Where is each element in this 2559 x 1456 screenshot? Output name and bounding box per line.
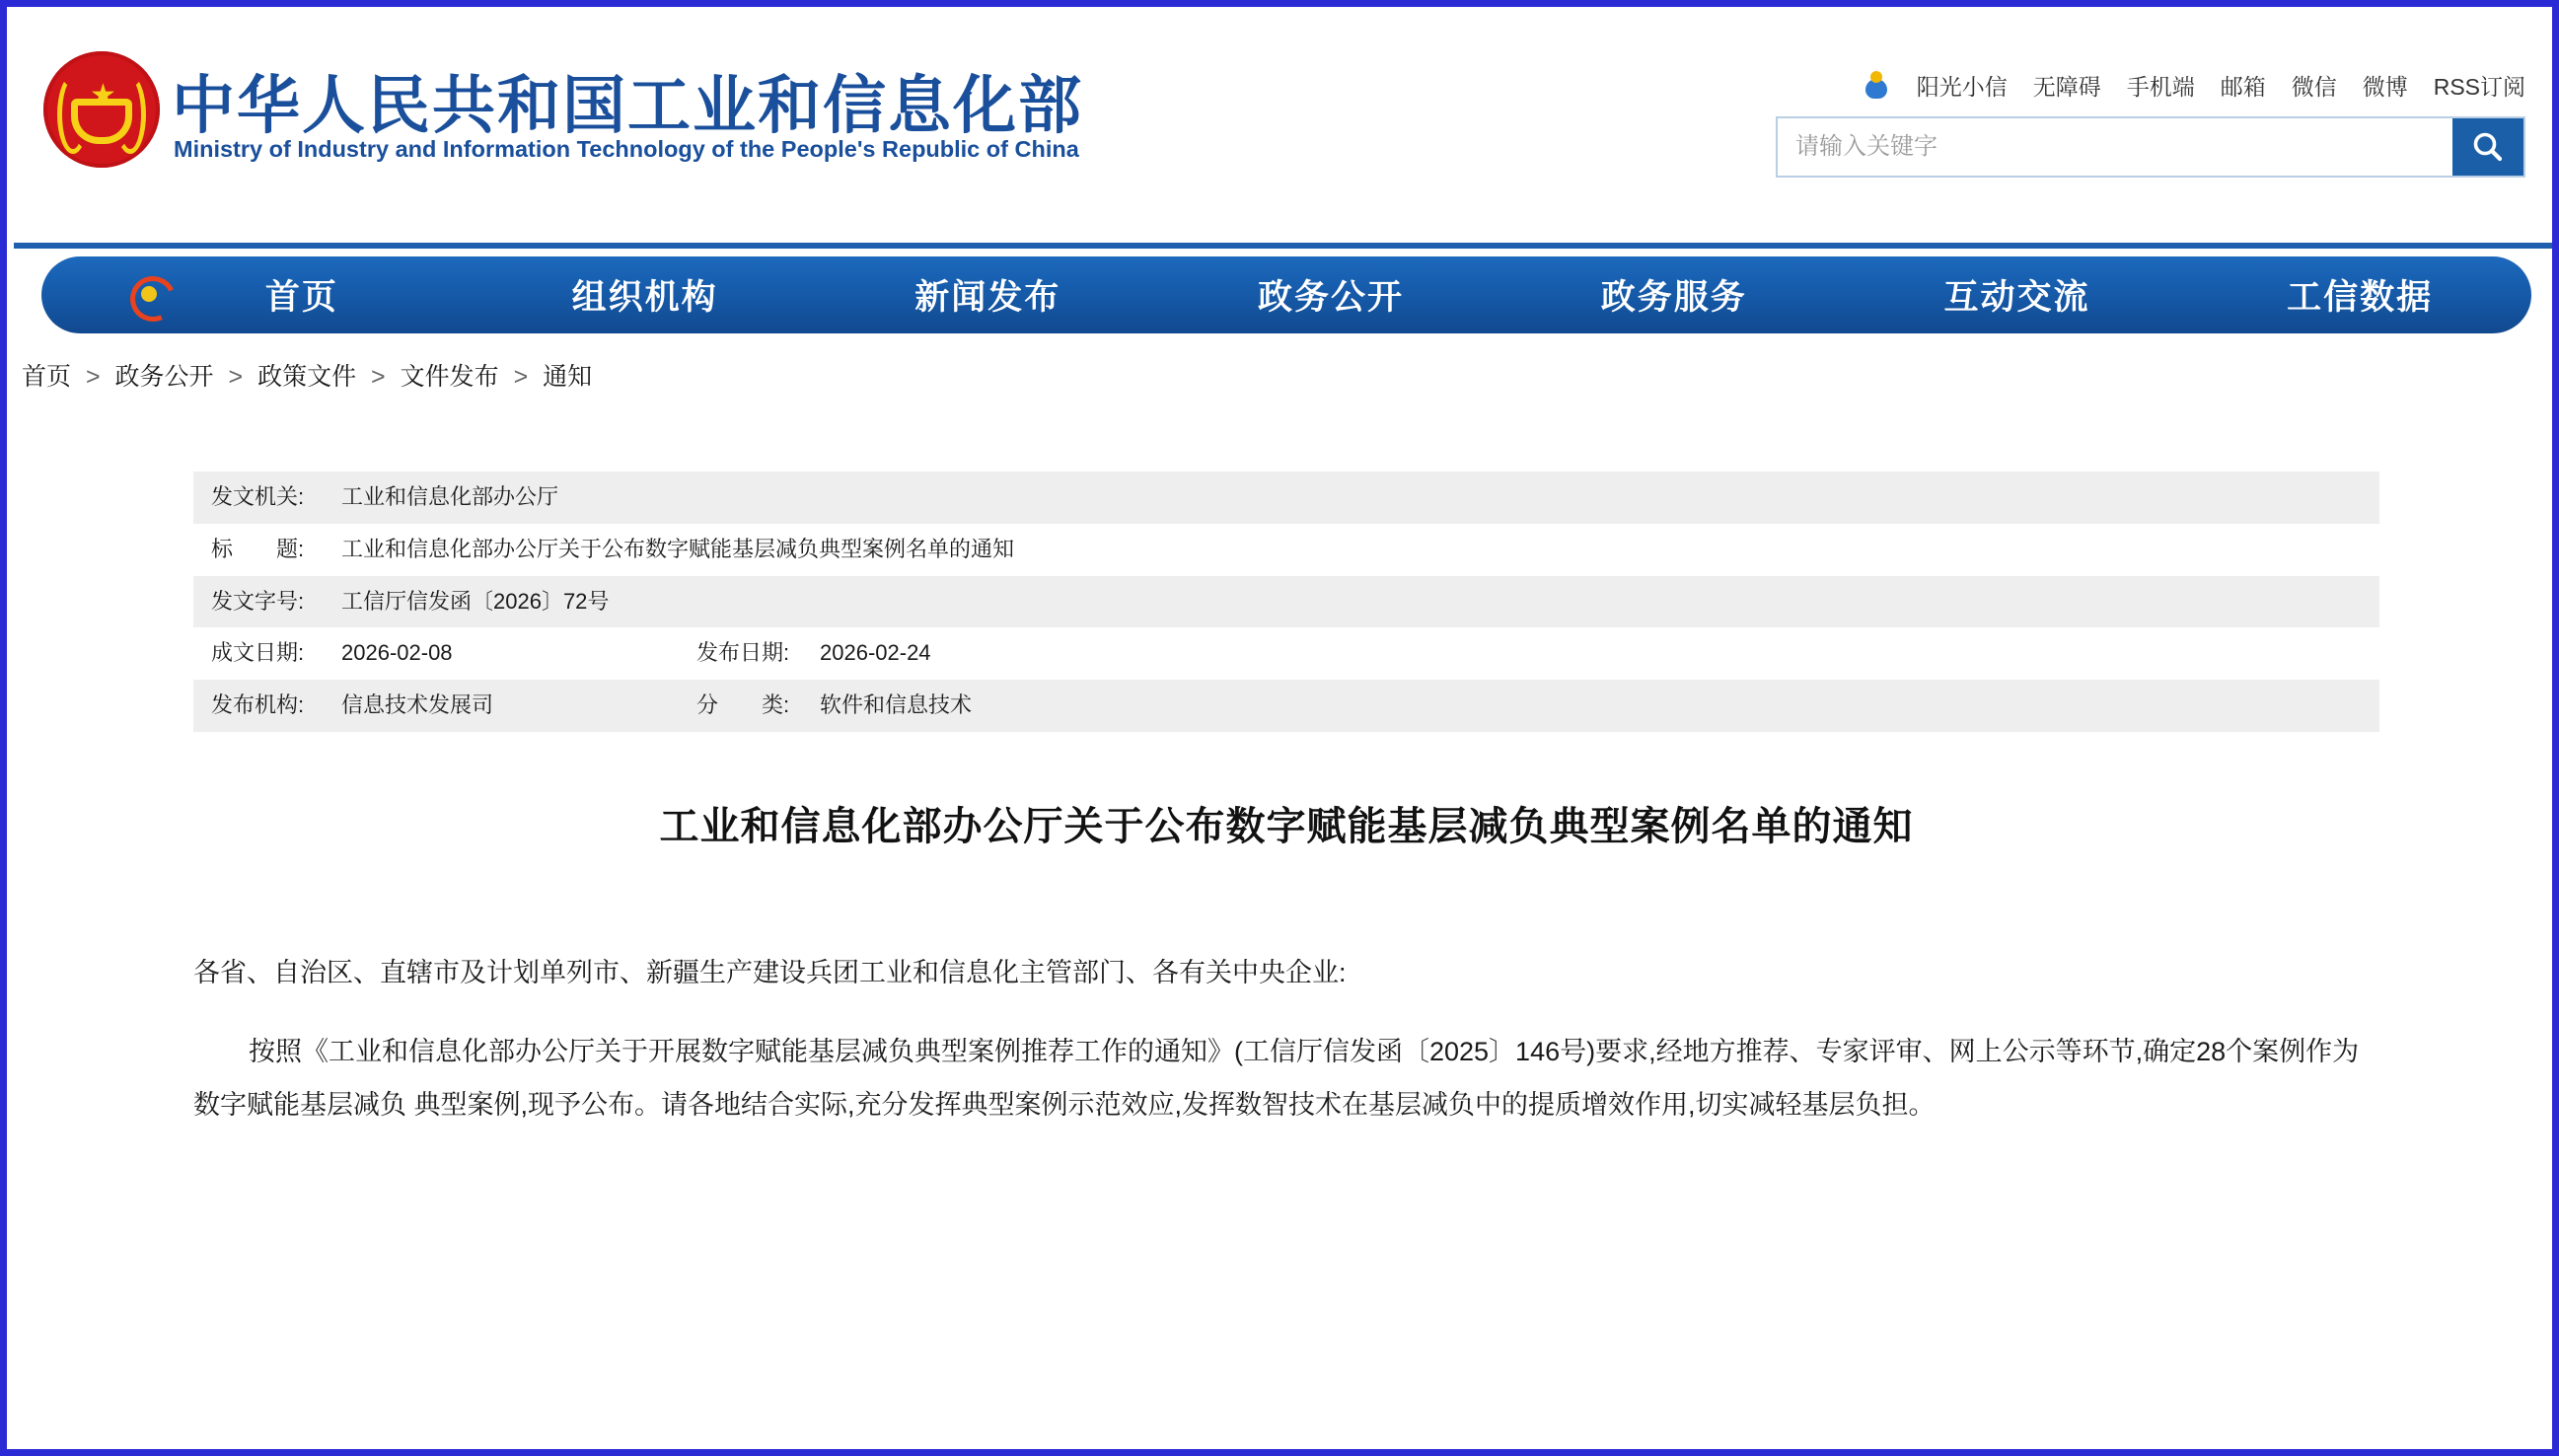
breadcrumb-item-doc-release[interactable]: 文件发布 — [400, 363, 499, 391]
miit-logo-icon — [128, 274, 170, 316]
nav-item-government-disclosure[interactable]: 政务公开 — [1258, 278, 1405, 318]
meta-label-completion-date: 成文日期: — [193, 627, 341, 680]
site-title-cn: 中华人民共和国工业和信息化部 — [172, 70, 1083, 143]
breadcrumb-separator: > — [85, 363, 101, 391]
page-title: 工业和信息化部办公厅关于公布数字赋能基层减负典型案例名单的通知 — [659, 803, 1914, 849]
nav-item-government-services[interactable]: 政务服务 — [1600, 278, 1747, 318]
breadcrumb-separator: > — [371, 363, 386, 391]
document-content — [14, 472, 2559, 1131]
nav-item-organization[interactable]: 组织机构 — [571, 278, 718, 318]
table-row — [193, 576, 2379, 628]
document-paragraph-1: 按照《工业和信息化部办公厅关于开展数字赋能基层减负典型案例推荐工作的通知》(工信厅信发函〔2025〕146号)要求,经地方推荐、专家评审、网上公示等环节,确定28个案例作为数字赋能基层减负 典型案例,现予公布。请各地结合实际,充分发挥典型案例示范效应,发挥数智技术在基层减负中的提质增效作用,切实减轻基层负担。 — [193, 1036, 2360, 1120]
breadcrumb — [14, 343, 2559, 406]
search-bar — [1776, 116, 2525, 178]
top-utility-links — [1862, 69, 2525, 102]
site-header — [14, 14, 2559, 249]
meta-value-publish-date: 2026-02-24 — [820, 627, 2379, 680]
meta-label-publish-date: 发布日期: — [696, 627, 820, 680]
meta-value-completion-date: 2026-02-08 — [341, 627, 696, 680]
breadcrumb-item-policy-docs[interactable]: 政策文件 — [257, 363, 357, 391]
sun-person-icon — [1862, 71, 1891, 101]
search-input[interactable] — [1778, 118, 2452, 176]
meta-value-issuing-agency: 工业和信息化部办公厅 — [341, 472, 2379, 524]
national-emblem-icon: ★ — [43, 51, 160, 168]
nav-item-interaction[interactable]: 互动交流 — [1943, 278, 2090, 318]
breadcrumb-item-home[interactable]: 首页 — [22, 363, 72, 391]
toplink-rss[interactable]: RSS订阅 — [2433, 74, 2525, 100]
document-body — [193, 946, 2379, 1131]
toplink-email[interactable]: 邮箱 — [2220, 74, 2266, 100]
toplink-accessibility[interactable]: 无障碍 — [2032, 74, 2101, 100]
toplink-mobile[interactable]: 手机端 — [2126, 74, 2195, 100]
toplink-wechat[interactable]: 微信 — [2291, 74, 2337, 100]
nav-item-industry-data[interactable]: 工信数据 — [2287, 278, 2434, 318]
table-row — [193, 524, 2379, 576]
document-paragraph-salutation: 各省、自治区、直辖市及计划单列市、新疆生产建设兵团工业和信息化主管部门、各有关中央企业: — [193, 957, 1347, 987]
meta-label-category: 分 类: — [696, 680, 820, 732]
nav-item-news[interactable]: 新闻发布 — [914, 278, 1061, 318]
meta-label-doc-number: 发文字号: — [193, 576, 341, 628]
breadcrumb-separator: > — [513, 363, 529, 391]
search-button[interactable] — [2452, 118, 2523, 176]
table-row — [193, 627, 2379, 680]
document-meta-table — [193, 472, 2379, 732]
search-icon — [2470, 129, 2506, 165]
main-navigation — [14, 249, 2559, 343]
breadcrumb-separator: > — [228, 363, 244, 391]
meta-value-doc-number: 工信厅信发函〔2026〕72号 — [341, 576, 2379, 628]
page-inner — [14, 14, 2559, 1456]
nav-item-home[interactable]: 首页 — [264, 278, 338, 318]
meta-value-publishing-body: 信息技术发展司 — [341, 680, 696, 732]
meta-label-title: 标 题: — [193, 524, 341, 576]
meta-label-issuing-agency: 发文机关: — [193, 472, 341, 524]
breadcrumb-item-notice[interactable]: 通知 — [543, 363, 593, 391]
meta-value-category: 软件和信息技术 — [820, 680, 2379, 732]
meta-value-title: 工业和信息化部办公厅关于公布数字赋能基层减负典型案例名单的通知 — [341, 524, 2379, 576]
site-title-en: Ministry of Industry and Information Technology of the People's Republic of China — [174, 136, 1079, 162]
toplink-yangguangxiaoxin[interactable]: 阳光小信 — [1916, 74, 2008, 100]
toplink-weibo[interactable]: 微博 — [2362, 74, 2408, 100]
breadcrumb-item-disclosure[interactable]: 政务公开 — [114, 363, 214, 391]
meta-label-publishing-body: 发布机构: — [193, 680, 341, 732]
table-row — [193, 680, 2379, 732]
table-row — [193, 472, 2379, 524]
